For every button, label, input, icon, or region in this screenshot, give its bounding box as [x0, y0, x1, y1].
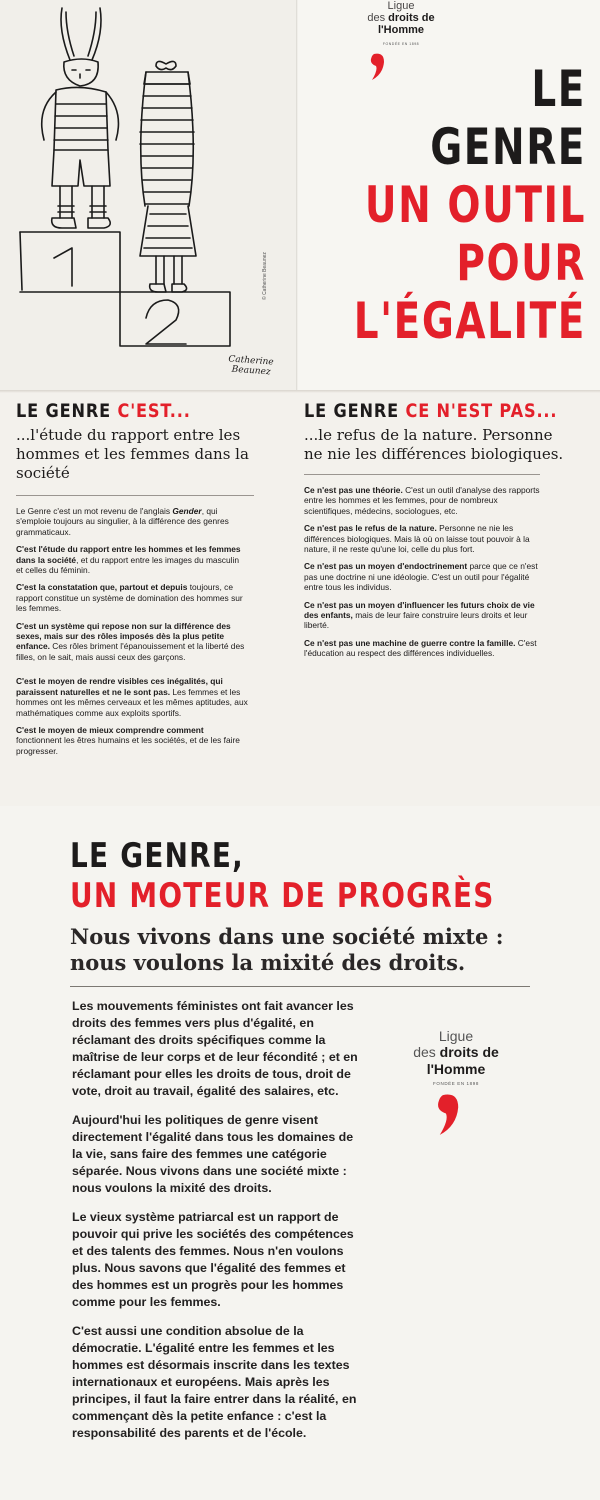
ldh-logo-top: [356, 0, 446, 50]
headline-line: LE: [531, 60, 586, 118]
bottom-body: [72, 998, 358, 1454]
section-body: [304, 485, 540, 659]
text-bold: Ce n'est pas le refus de la nature.: [304, 523, 437, 534]
logo-founded: FONDÉE EN 1898: [433, 1081, 479, 1086]
fold-line: [0, 390, 600, 393]
text-bold: C'est la constatation que, partout et depuis: [16, 582, 188, 593]
text-bold: C'est le moyen de rendre visibles ces inégalités, qui paraissent naturelles et ne le sont pas.: [16, 676, 223, 697]
section-body: [16, 506, 248, 756]
text-bold: C'est l'étude du rapport entre les hommes et les femmes dans la société: [16, 544, 241, 565]
text: , et du rapport entre les images du masculin et celles du féminin.: [16, 554, 239, 576]
logo-text: des: [367, 12, 389, 24]
podium-cartoon-illustration: [0, 0, 296, 392]
bottom-panel: [0, 806, 600, 1500]
section-title: [16, 400, 246, 422]
logo-founded: FONDÉE EN 1898: [382, 42, 420, 46]
text: C'est un outil d'analyse des rapports entre les hommes et les femmes, pour de nombreux scientifiques, médecins, sociologues, etc.: [304, 485, 540, 516]
text-bold: C'est le moyen de mieux comprendre comment: [16, 724, 204, 735]
text: Le Genre c'est un mot revenu de l'anglais: [16, 506, 173, 516]
paragraph: C'est aussi une condition absolue de la démocratie. L'égalité entre les femmes et les hommes est désormais inscrite dans les textes internationaux et européens. Mais après les principes, il faut la faire entrer dans la réalité, en commençant dès la petite enfance : c'est la responsabilité des parents et de l'école.: [72, 1324, 357, 1440]
title-black: LE GENRE: [304, 400, 406, 422]
logo-text: des: [413, 1044, 440, 1060]
headline-line: POUR: [456, 234, 586, 292]
paragraph: [16, 676, 248, 718]
headline-panel: [298, 0, 600, 392]
headline-line: GENRE: [430, 118, 586, 176]
text: toujours, ce rapport constitue un système de domination des hommes sur les femmes.: [16, 582, 243, 614]
title-red: CE N'EST PAS...: [405, 400, 558, 422]
section-lead: ...le refus de la nature. Personne ne nie les différences biologiques.: [304, 426, 564, 463]
main-headline: [286, 60, 586, 350]
text: mais de leur faire construire leurs droits et leur liberté.: [304, 610, 528, 631]
paragraph: [304, 561, 540, 592]
paragraph: [16, 582, 248, 613]
logo-line: Ligue: [387, 0, 415, 12]
paragraph: [304, 638, 540, 659]
divider: [70, 986, 530, 987]
text-bold: Ce n'est pas un moyen d'influencer les futurs choix de vie des enfants,: [304, 599, 535, 621]
signature-line: Beaunez: [231, 364, 271, 378]
section-cest: [16, 400, 286, 763]
text: , qui s'emploie toujours au singulier, à la différence des genres grammaticaux.: [16, 506, 229, 537]
paragraph: [304, 485, 540, 516]
text: C'est l'éducation au respect des différences individuelles.: [304, 637, 537, 659]
headline-line: UN OUTIL: [364, 176, 586, 234]
artist-signature: [227, 354, 274, 377]
ldh-comma-logo-icon: [435, 1092, 463, 1138]
title-line: LE GENRE,: [70, 836, 244, 876]
text-bold: Ce n'est pas un moyen d'endoctrinement: [304, 561, 468, 572]
paragraph: [16, 725, 248, 756]
ldh-logo-bottom: [396, 1028, 516, 1143]
logo-line: [396, 1044, 516, 1061]
section-title: [304, 400, 558, 422]
text-bold: Gender: [172, 506, 202, 516]
logo-line: [356, 12, 446, 24]
text: parce que ce n'est pas une doctrine ni une idéologie. C'est un outil pour l'égalité entre tous les individus.: [304, 561, 538, 593]
logo-line: Ligue: [438, 1028, 474, 1044]
paragraph: [304, 523, 540, 554]
paragraph: [304, 600, 540, 631]
signature-line: Catherine: [228, 354, 274, 368]
bottom-subtitle: Nous vivons dans une société mixte : nous voulons la mixité des droits.: [70, 924, 504, 975]
paragraph: Aujourd'hui les politiques de genre visent directement l'égalité dans tous les domaines de la vie, sans faire des femmes une catégorie séparée. Nous vivons dans une société mixte : nous voulons la mixité des droits.: [72, 1113, 354, 1195]
logo-text-bold: droits de: [388, 12, 435, 24]
text-bold: Ce n'est pas une machine de guerre contre la famille.: [304, 637, 516, 648]
text: fonctionnent les êtres humains et les sociétés, et de les faire progresser.: [16, 735, 240, 756]
logo-line: l'Homme: [426, 1061, 486, 1077]
logo-text-bold: droits de: [439, 1044, 499, 1060]
title-black: LE GENRE: [16, 400, 118, 422]
copyright-credit: © Catherine Beaunez: [262, 252, 268, 300]
divider: [16, 495, 254, 496]
divider: [304, 474, 540, 475]
paragraph: [16, 544, 248, 575]
logo-line: l'Homme: [377, 24, 424, 36]
title-line: UN MOTEUR DE PROGRÈS: [70, 876, 495, 916]
illustration-panel: [0, 0, 296, 392]
title-red: C'EST...: [117, 400, 191, 422]
text: Ces rôles briment l'épanouissement et la liberté des filles, on le sait, mais aussi ceux des garçons.: [16, 641, 245, 662]
text: Personne ne nie les différences biologiques. Mais là où on laisse tout pouvoir à la nature, il ne reste qu'une loi, celle du plus fort.: [304, 523, 530, 555]
text: Les femmes et les hommes ont les mêmes cerveaux et les mêmes aptitudes, aux mathématiques comme aux exploits sportifs.: [16, 686, 248, 718]
paragraph: [16, 506, 248, 537]
text-bold: Ce n'est pas une théorie.: [304, 485, 403, 495]
bottom-title: [70, 836, 588, 916]
section-lead: ...l'étude du rapport entre les hommes et les femmes dans la société: [16, 426, 249, 482]
section-ce-nest-pas: [304, 400, 594, 666]
headline-line: L'ÉGALITÉ: [353, 292, 586, 350]
paragraph: Le vieux système patriarcal est un rapport de pouvoir qui prive les sociétés des compétences et des talents des femmes. Nous n'en voulons plus. Nous savons que l'égalité des femmes et des hommes est un progrès pour les hommes comme pour les femmes.: [72, 1210, 354, 1309]
text-bold: C'est un système qui repose non sur la différence des sexes, mais sur des rôles imposés dès la plus petite enfance.: [16, 620, 231, 652]
paragraph: Les mouvements féministes ont fait avancer les droits des femmes vers plus d'égalité, en réclamant des droits spécifiques comme la maîtrise de leur corps et de leur fécondité ; et en réclamant pour elles les droits de tous, droit de vote, droit au travail, égalité des salaires, etc.: [72, 999, 358, 1098]
paragraph: [16, 621, 248, 663]
